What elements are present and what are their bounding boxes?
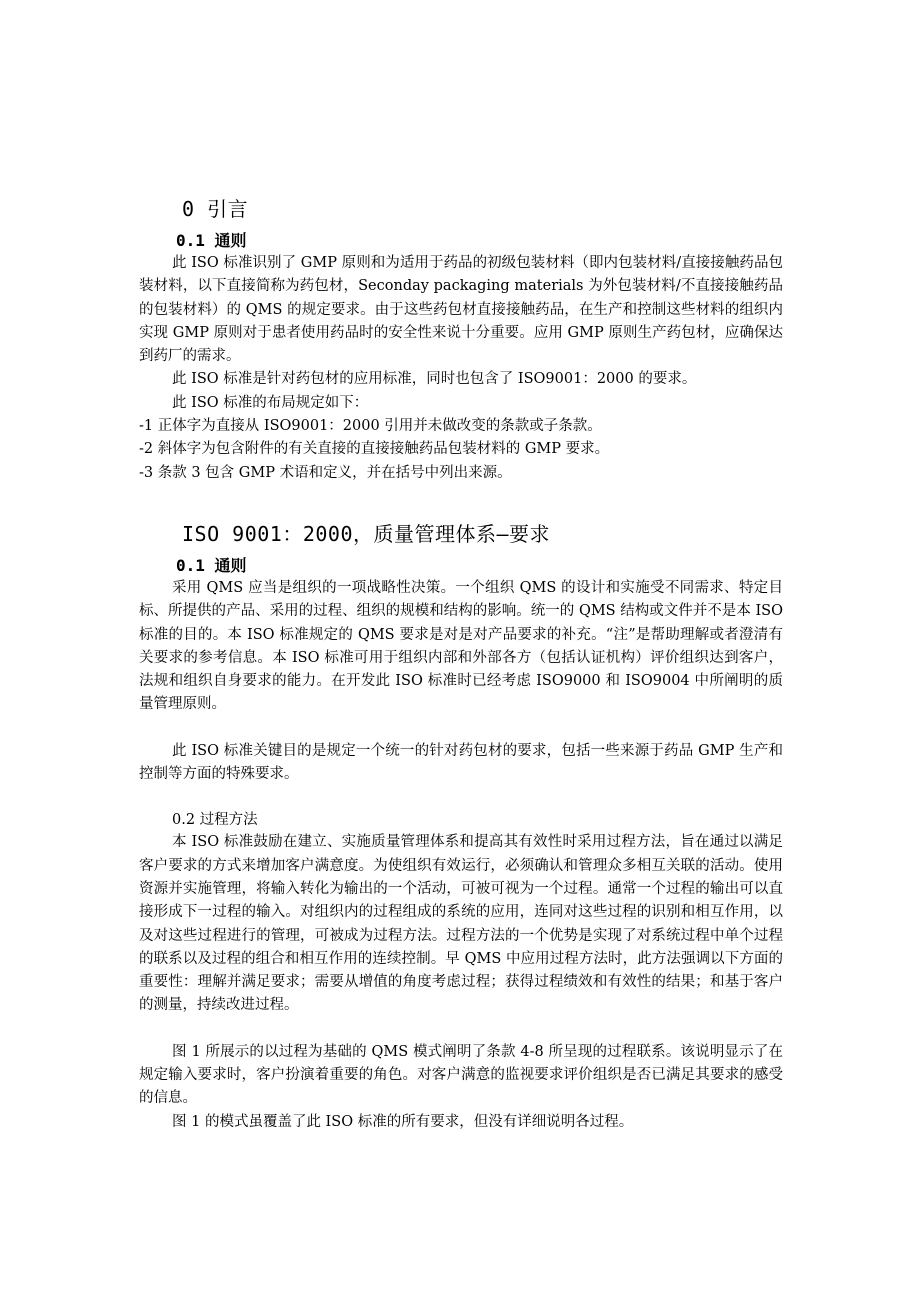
subsection-heading-general: 0.1 通则: [176, 231, 247, 250]
intro-paragraph-1: 此 ISO 标准识别了 GMP 原则和为适用于药品的初级包装材料（即内包装材料/直接接触药品包装材料，以下直接简称为药包材，Seconday packaging materials 为外包装材料/不直接接触药品的包装材料）的 QMS 的规定要求。由于这些药包材直接接触药品，在生产和控制这些材料的组织内实现 GMP 原则对于患者使用药品时的安全性来说十分重要。应用 GMP 原则生产药包材，应确保达到药厂的需求。: [139, 255, 783, 365]
layout-list-item-2: -2 斜体字为包含附件的有关直接的直接接触药品包装材料的 GMP 要求。: [139, 441, 610, 458]
layout-list-item-1: -1 正体字为直接从 ISO9001：2000 引用并未做改变的条款或子条款。: [139, 418, 602, 435]
qms-paragraph-2: 此 ISO 标准关键目的是规定一个统一的针对药包材的要求，包括一些来源于药品 GMP 生产和控制等方面的特殊要求。: [139, 742, 783, 783]
subsection-heading-process-approach: 0.2 过程方法: [172, 812, 258, 829]
section-heading-introduction: 0 引言: [182, 197, 249, 221]
layout-list-item-3: -3 条款 3 包含 GMP 术语和定义，并在括号中列出来源。: [139, 464, 512, 481]
subsection-heading-general-2: 0.1 通则: [176, 555, 247, 575]
intro-paragraph-2: 此 ISO 标准是针对药包材的应用标准，同时也包含了 ISO9001：2000 的要求。: [172, 371, 697, 388]
qms-paragraph-1: 采用 QMS 应当是组织的一项战略性决策。一个组织 QMS 的设计和实施受不同需求、特定目标、所提供的产品、采用的过程、组织的规模和结构的影响。统一的 QMS 结构或文件并不是本 ISO 标准的目的。本 ISO 标准规定的 QMS 要求是对是对产品要求的补充。“注”是帮助理解或者澄清有关要求的参考信息。本 ISO 标准可用于组织内部和外部各方（包括认证机构）评价组织达到客户，法规和组织自身要求的能力。在开发此 ISO 标准时已经考虑 ISO9000 和 ISO9004 中所阐明的质量管理原则。: [139, 579, 783, 713]
figure-paragraph-1: 图 1 所展示的以过程为基础的 QMS 模式阐明了条款 4-8 所呈现的过程联系。该说明显示了在规定输入要求时，客户扮演着重要的角色。对客户满意的监视要求评价组织是否已满足其要求的感受的信息。: [139, 1043, 783, 1107]
process-paragraph-1: 本 ISO 标准鼓励在建立、实施质量管理体系和提高其有效性时采用过程方法，旨在通过以满足客户要求的方式来增加客户满意度。为使组织有效运行，必须确认和管理众多相互关联的活动。使用资源并实施管理，将输入转化为输出的一个活动，可被可视为一个过程。通常一个过程的输出可以直接形成下一过程的输入。对组织内的过程组成的系统的应用，连同对这些过程的识别和相互作用，以及对这些过程进行的管理，可被成为过程方法。过程方法的一个优势是实现了对系统过程中单个过程的联系以及过程的组合和相互作用的连续控制。早 QMS 中应用过程方法时，此方法强调以下方面的重要性：理解并满足要求；需要从增值的角度考虑过程；获得过程绩效和有效性的结果；和基于客户的测量，持续改进过程。: [139, 834, 783, 1014]
figure-paragraph-2: 图 1 的模式虽覆盖了此 ISO 标准的所有要求，但没有详细说明各过程。: [172, 1113, 634, 1130]
intro-paragraph-3: 此 ISO 标准的布局规定如下：: [172, 394, 369, 411]
section-heading-iso9001: ISO 9001：2000，质量管理体系—要求: [182, 521, 551, 546]
document-body: [139, 196, 783, 1134]
